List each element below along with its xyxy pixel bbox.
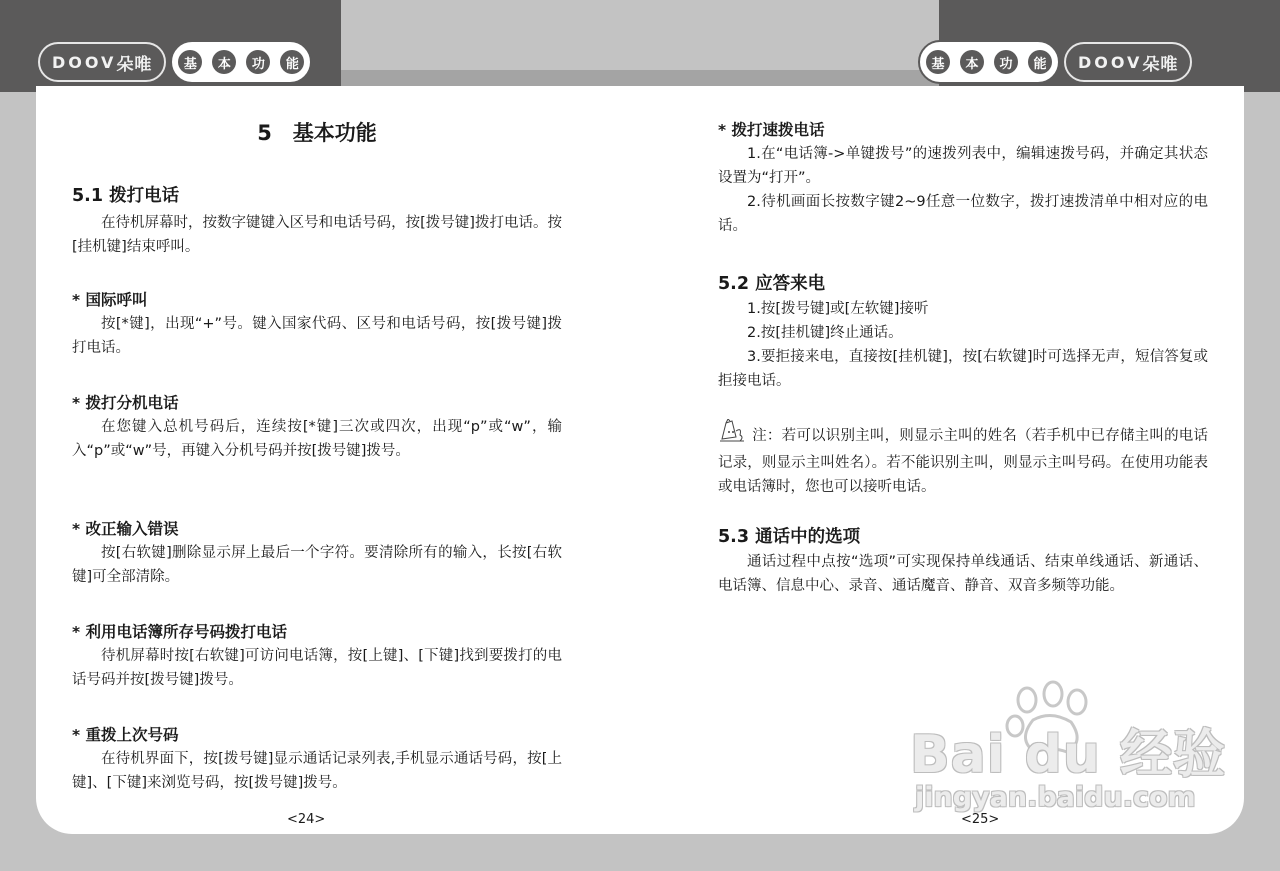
note-paragraph xyxy=(718,419,1208,499)
page-number-right: <25> xyxy=(961,812,1000,827)
section-text: 在待机屏幕时，按数字键键入区号和电话号码，按[拨号键]拨打电话。按[挂机键]结束呼叫。 xyxy=(72,215,562,255)
page-number-left: <24> xyxy=(287,812,326,827)
pencil-note-icon xyxy=(718,419,748,451)
logo-latin: DOOV xyxy=(52,52,117,72)
section-text: 1.按[拨号键]或[左软键]接听 xyxy=(747,301,929,317)
subsection-text: 1.在“电话簿->单键拨号”的速拨列表中，编辑速拨号码，并确定其状态设置为“打开”。 xyxy=(718,146,1208,186)
subsection-heading: * 重拨上次号码 xyxy=(72,726,179,744)
section-heading-5-3: 5.3 通话中的选项 xyxy=(718,527,861,547)
logo-cn: 朵唯 xyxy=(1142,54,1179,75)
section-char: 本 xyxy=(212,50,236,74)
section-text: 2.按[挂机键]终止通话。 xyxy=(747,325,903,341)
section-text: 通话过程中点按“选项”可实现保持单线通话、结束单线通话、新通话、电话簿、信息中心、录音、通话魔音、静音、双音多频等功能。 xyxy=(718,554,1208,594)
subsection-heading: * 拨打分机电话 xyxy=(72,394,179,412)
baidu-watermark-url: jingyan.baidu.com xyxy=(915,782,1196,813)
subsection-text: 2.待机画面长按数字键2~9任意一位数字，拨打速拨清单中相对应的电话。 xyxy=(718,194,1208,234)
section-char: 基 xyxy=(178,50,202,74)
subsection-heading: * 改正输入错误 xyxy=(72,520,179,538)
section-char: 基 xyxy=(926,50,950,74)
section-text: 3.要拒接来电，直接按[挂机键]，按[右软键]时可选择无声，短信答复或拒接电话。 xyxy=(718,349,1208,389)
left-page-content xyxy=(72,0,562,871)
subsection-text: 待机屏幕时按[右软键]可访问电话簿，按[上键]、[下键]找到要拨打的电话号码并按[拨号键]拨号。 xyxy=(72,648,562,688)
section-heading-5-1: 5.1 拨打电话 xyxy=(72,186,180,206)
note-text: 注：若可以识别主叫，则显示主叫的姓名（若手机中已存储主叫的电话记录，则显示主叫姓名）。若不能识别主叫，则显示主叫号码。在使用功能表或电话簿时，您也可以接听电话。 xyxy=(718,428,1208,495)
subsection-text: 按[右软键]删除显示屏上最后一个字符。要清除所有的输入，长按[右软键]可全部清除。 xyxy=(72,545,562,585)
section-char: 能 xyxy=(1028,50,1052,74)
subsection-text: 在待机界面下，按[拨号键]显示通话记录列表,手机显示通话号码，按[上键]、[下键]来浏览号码，按[拨号键]拨号。 xyxy=(72,751,562,791)
baidu-watermark-brand: Bai du 经验 xyxy=(910,725,1226,785)
subsection-heading: * 拨打速拨电话 xyxy=(718,121,825,139)
section-heading-5-2: 5.2 应答来电 xyxy=(718,274,826,294)
subsection-heading: * 国际呼叫 xyxy=(72,291,148,309)
section-char: 功 xyxy=(994,50,1018,74)
subsection-heading: * 利用电话簿所存号码拨打电话 xyxy=(72,623,288,641)
subsection-text: 按[*键]，出现“+”号。键入国家代码、区号和电话号码，按[拨号键]拨打电话。 xyxy=(72,316,562,356)
page-title: 5 基本功能 xyxy=(257,121,377,145)
section-char: 本 xyxy=(960,50,984,74)
logo-latin: DOOV xyxy=(1078,52,1143,72)
section-char: 能 xyxy=(280,50,304,74)
section-char: 功 xyxy=(246,50,270,74)
logo-cn: 朵唯 xyxy=(116,54,153,75)
subsection-text: 在您键入总机号码后，连续按[*键]三次或四次，出现“p”或“w”，输入“p”或“w”号，再键入分机号码并按[拨号键]拨号。 xyxy=(72,419,562,459)
